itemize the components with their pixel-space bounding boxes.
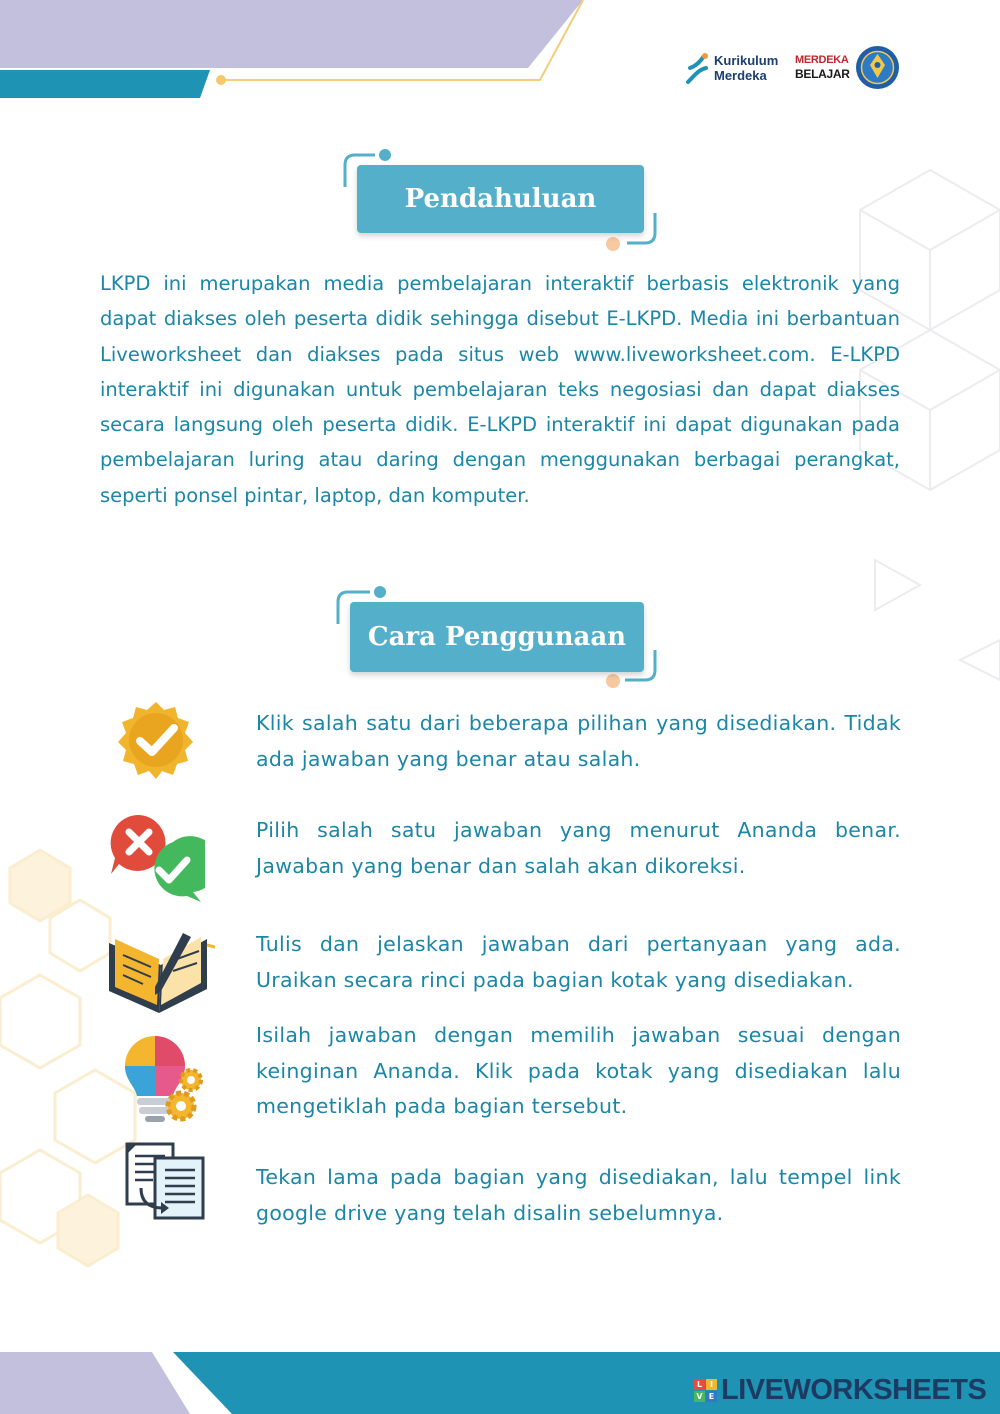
step-2-text: Pilih salah satu jawaban yang menurut Ananda benar. Jawaban yang benar dan salah akan dikoreksi. (256, 818, 901, 878)
step-4-text: Isilah jawaban dengan memilih jawaban sesuai dengan keinginan Ananda. Klik pada kotak yang disediakan lalu mengetiklah pada bagian tersebut. (256, 1023, 901, 1118)
logo-kurikulum-merdeka (684, 50, 789, 90)
copy-documents-icon (123, 1140, 207, 1224)
step-5-text: Tekan lama pada bagian yang disediakan, lalu tempel link google drive yang telah disalin sebelumnya. (256, 1165, 901, 1225)
logo-merdeka-belajar (795, 54, 849, 84)
step-1-text: Klik salah satu dari beberapa pilihan yang disediakan. Tidak ada jawaban yang benar atau salah. (256, 711, 901, 771)
live-letter-v: V (694, 1391, 705, 1402)
logo-kurikulum-line1: Kurikulum (714, 53, 779, 68)
live-letter-e: E (706, 1391, 717, 1402)
intro-paragraph: LKPD ini merupakan media pembelajaran interaktif berbasis elektronik yang dapat diakses oleh peserta didik sehingga disebut E-LKPD. Media ini berbantuan Liveworksheet dan diakses pada situs web www.liveworksheet.com. E-LKPD interaktif ini digunakan untuk pembelajaran teks negosiasi dan dapat diakses secara langsung oleh peserta didik. E-LKPD interaktif ini dapat digunakan pada pembelajaran luring atau daring dengan menggunakan berbagai perangkat, seperti ponsel pintar, laptop, dan komputer. (100, 272, 900, 507)
kurikulum-merdeka-icon (684, 52, 710, 86)
notebook-pen-icon (103, 925, 215, 1017)
live-letters-grid (694, 1379, 717, 1402)
liveworksheets-logo (694, 1372, 986, 1408)
right-wrong-bubbles-icon (107, 812, 205, 904)
logo-kurikulum-line2: Merdeka (714, 68, 767, 83)
live-letter-l: L (694, 1379, 705, 1390)
tut-wuri-handayani-emblem (855, 45, 900, 90)
check-badge-icon (115, 700, 197, 780)
logo-merdeka-line2: BELAJAR (795, 67, 850, 81)
logo-merdeka-line1: MERDEKA (795, 54, 849, 66)
usage-heading: Cara Penggunaan (350, 602, 644, 672)
live-letter-i: I (706, 1379, 717, 1390)
puzzle-bulb-icon (117, 1032, 209, 1124)
liveworksheets-wordmark: LIVEWORKSHEETS (721, 1373, 987, 1406)
step-3-text: Tulis dan jelaskan jawaban dari pertanyaan yang ada. Uraikan secara rinci pada bagian kotak yang disediakan. (256, 932, 901, 992)
intro-heading: Pendahuluan (357, 165, 644, 233)
